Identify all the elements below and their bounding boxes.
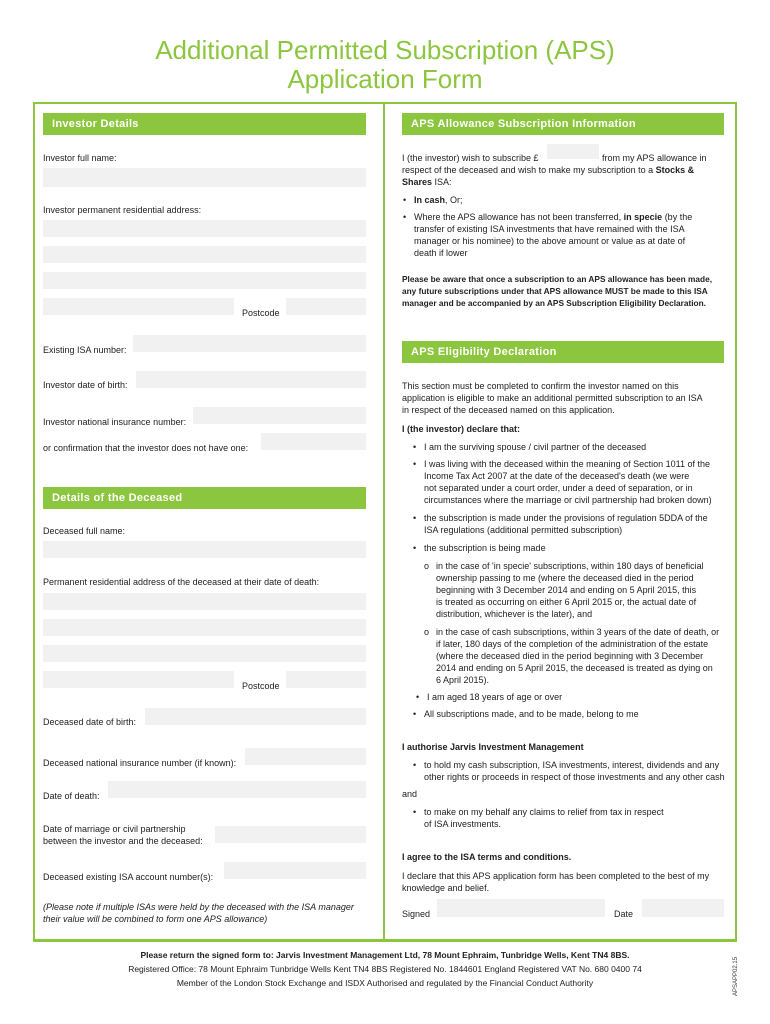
deceased-address-line-3[interactable] xyxy=(43,645,366,662)
option-in-cash: • In cash, Or; xyxy=(414,194,463,206)
declare-heading: I (the investor) declare that: xyxy=(402,424,521,434)
signature-date-field[interactable] xyxy=(642,899,724,917)
investor-dob-label: Investor date of birth: xyxy=(43,380,128,390)
investor-address-line-1[interactable] xyxy=(43,220,366,237)
form-title-line-1: Additional Permitted Subscription (APS) xyxy=(155,35,615,65)
date-of-death-label: Date of death: xyxy=(43,791,100,801)
form-code: APSAPP02.15 xyxy=(733,956,739,996)
column-divider xyxy=(383,102,385,941)
investor-ni-label: Investor national insurance number: xyxy=(43,417,187,427)
investor-postcode-label: Postcode xyxy=(242,308,280,318)
form-title-line-2: Application Form xyxy=(287,64,483,94)
option-in-specie-4: death if lower xyxy=(414,248,468,258)
investor-dob-field[interactable] xyxy=(136,371,366,388)
declare-best-knowledge-1: I declare that this APS application form has been completed to the best of my xyxy=(402,871,710,881)
subscribe-intro-d: Shares ISA: xyxy=(402,177,452,187)
specie-timing-1: o in the case of 'in specie' subscriptions, within 180 days of beneficial xyxy=(436,560,704,572)
aps-allowance-header: APS Allowance Subscription Information xyxy=(402,113,724,135)
registered-office: Registered Office: 78 Mount Ephraim Tunbridge Wells Kent TN4 8BS Registered No. 1844601 England Registered VAT No. 680 0400 74 xyxy=(128,964,642,974)
declaration-living-4: circumstances where the marriage or civil partnership had broken down) xyxy=(424,495,712,505)
declaration-regulation-2: ISA regulations (additional permitted subscription) xyxy=(424,525,623,535)
deceased-dob-field[interactable] xyxy=(145,708,366,725)
deceased-address-line-1[interactable] xyxy=(43,593,366,610)
specie-timing-4: is treated as occurring on either 6 April 2015 or, the actual date of xyxy=(436,597,697,607)
date-of-death-field[interactable] xyxy=(108,781,366,798)
deceased-address-line-2[interactable] xyxy=(43,619,366,636)
authorise-hold-2: other rights or proceeds in respect of those investments and any other cash xyxy=(424,772,725,782)
deceased-dob-label: Deceased date of birth: xyxy=(43,717,137,727)
regulatory-statement: Member of the London Stock Exchange and ISDX Authorised and regulated by the Financial Conduct Authority xyxy=(176,978,594,988)
and-connector: and xyxy=(402,789,418,799)
declaration-regulation-1: • the subscription is made under the provisions of regulation 5DDA of the xyxy=(424,512,708,524)
authorise-claims-1: • to make on my behalf any claims to relief from tax in respect xyxy=(424,806,664,818)
investor-details-header: Investor Details xyxy=(43,113,366,135)
eligibility-intro-2: application is eligible to make an additional permitted subscription to an ISA xyxy=(402,393,703,403)
cash-timing-1: o in the case of cash subscriptions, within 3 years of the date of death, or xyxy=(436,626,719,638)
eligibility-declaration-header: APS Eligibility Declaration xyxy=(402,341,724,363)
deceased-isa-accounts-label: Deceased existing ISA account number(s): xyxy=(43,872,214,882)
deceased-ni-label: Deceased national insurance number (if known): xyxy=(43,758,237,768)
cash-timing-3: (where the deceased died in the period beginning with 3 December xyxy=(436,651,704,661)
investor-address-line-3[interactable] xyxy=(43,272,366,289)
agree-terms: I agree to the ISA terms and conditions. xyxy=(402,852,572,862)
marriage-date-label-1: Date of marriage or civil partnership xyxy=(43,824,186,834)
authorise-hold-1: • to hold my cash subscription, ISA investments, interest, dividends and any xyxy=(424,759,719,771)
option-in-specie-3: manager or his nominee) to the above amount or value as at date of xyxy=(414,236,686,246)
return-address: Please return the signed form to: Jarvis Investment Management Ltd, 78 Mount Ephraim, Tunbridge Wells, Kent TN4 8BS. xyxy=(140,950,630,960)
deceased-address-label: Permanent residential address of the deceased at their date of death: xyxy=(43,577,320,587)
multiple-isa-note-1: (Please note if multiple ISAs were held by the deceased with the ISA manager xyxy=(43,902,354,912)
multiple-isa-note-2: their value will be combined to form one APS allowance) xyxy=(43,914,268,924)
existing-isa-number-label: Existing ISA number: xyxy=(43,345,127,355)
signed-label: Signed xyxy=(402,909,431,919)
deceased-isa-accounts-field[interactable] xyxy=(224,862,366,879)
investor-address-label: Investor permanent residential address: xyxy=(43,205,202,215)
declaration-spouse: • I am the surviving spouse / civil partner of the deceased xyxy=(424,441,646,453)
deceased-postcode-label: Postcode xyxy=(242,681,280,691)
cash-timing-2: if later, 180 days of the completion of the administration of the estate xyxy=(436,639,709,649)
aps-warning-3: manager and be accompanied by an APS Subscription Eligibility Declaration. xyxy=(402,298,706,308)
subscription-amount-field[interactable] xyxy=(547,144,599,159)
investor-address-line-4[interactable] xyxy=(43,298,234,315)
subscribe-intro-a: I (the investor) wish to subscribe £ xyxy=(402,153,539,163)
marriage-date-field[interactable] xyxy=(215,826,366,843)
subscribe-intro-b: from my APS allowance in xyxy=(602,153,707,163)
aps-warning-1: Please be aware that once a subscription to an APS allowance has been made, xyxy=(402,274,713,284)
cash-timing-4: 2014 and ending on 5 April 2015, the deceased is treated as dying on xyxy=(436,663,713,673)
deceased-address-line-4[interactable] xyxy=(43,671,234,688)
signature-field[interactable] xyxy=(437,899,605,917)
marriage-date-label-2: between the investor and the deceased: xyxy=(43,836,203,846)
option-in-specie-1: • Where the APS allowance has not been transferred, in specie (by the xyxy=(414,211,692,223)
declaration-living-3: not separated under a court order, under a deed of separation, or in xyxy=(424,483,693,493)
deceased-postcode-field[interactable] xyxy=(286,671,366,688)
declaration-being-made: • the subscription is being made xyxy=(424,542,546,554)
deceased-full-name-label: Deceased full name: xyxy=(43,526,126,536)
no-ni-confirmation-field[interactable] xyxy=(261,433,366,450)
deceased-full-name-field[interactable] xyxy=(43,541,366,558)
specie-timing-2: ownership passing to me (where the deceased died in the period xyxy=(436,573,694,583)
deceased-ni-field[interactable] xyxy=(245,748,366,765)
eligibility-intro-1: This section must be completed to confirm the investor named on this xyxy=(402,381,679,391)
specie-timing-3: beginning with 3 December 2014 and ending on 5 April 2015, this xyxy=(436,585,697,595)
no-ni-confirmation-label: or confirmation that the investor does not have one: xyxy=(43,443,249,453)
authorise-heading: I authorise Jarvis Investment Management xyxy=(402,742,584,752)
subscribe-intro-c: respect of the deceased and wish to make my subscription to a Stocks & xyxy=(402,165,695,175)
declaration-living-2: Income Tax Act 2007 at the date of the deceased's death (we were xyxy=(424,471,690,481)
existing-isa-number-field[interactable] xyxy=(133,335,366,352)
aps-warning-2: any future subscriptions under that APS allowance MUST be made to this ISA xyxy=(402,286,708,296)
footer-divider xyxy=(33,940,737,942)
declare-best-knowledge-2: knowledge and belief. xyxy=(402,883,490,893)
investor-full-name-field[interactable] xyxy=(43,168,366,187)
date-label: Date xyxy=(614,909,634,919)
cash-timing-5: 6 April 2015). xyxy=(436,675,490,685)
investor-address-line-2[interactable] xyxy=(43,246,366,263)
declaration-living-1: • I was living with the deceased within the meaning of Section 1011 of the xyxy=(424,458,710,470)
investor-full-name-label: Investor full name: xyxy=(43,153,117,163)
declaration-ownership: • All subscriptions made, and to be made, belong to me xyxy=(424,708,639,720)
investor-postcode-field[interactable] xyxy=(286,298,366,315)
specie-timing-5: distribution, whichever is the later), and xyxy=(436,609,593,619)
authorise-claims-2: of ISA investments. xyxy=(424,819,502,829)
investor-ni-field[interactable] xyxy=(193,407,366,424)
eligibility-intro-3: in respect of the deceased named on this application. xyxy=(402,405,615,415)
deceased-details-header: Details of the Deceased xyxy=(43,487,366,509)
declaration-age: • I am aged 18 years of age or over xyxy=(427,691,562,703)
option-in-specie-2: transfer of existing ISA investments that have remained with the ISA xyxy=(414,224,685,234)
